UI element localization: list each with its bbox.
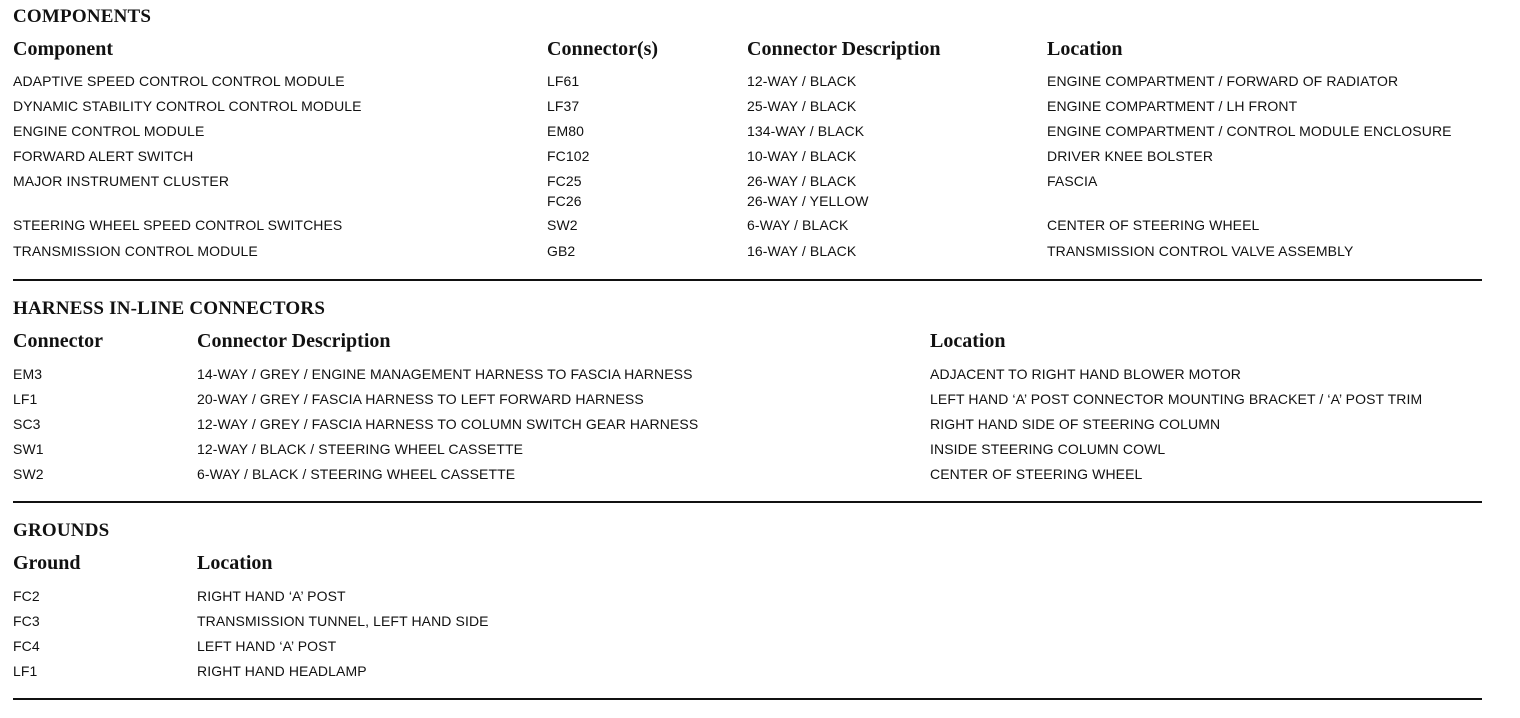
- component-connector: SW2: [547, 217, 578, 233]
- ground-location: RIGHT HAND ‘A’ POST: [197, 588, 346, 604]
- harness-header-location: Location: [930, 330, 1006, 352]
- ground-id: FC3: [13, 613, 40, 629]
- grounds-section-title: GROUNDS: [13, 520, 110, 541]
- harness-location: INSIDE STEERING COLUMN COWL: [930, 441, 1166, 457]
- component-connector-description: 25-WAY / BLACK: [747, 98, 857, 114]
- component-location: ENGINE COMPARTMENT / LH FRONT: [1047, 98, 1298, 114]
- ground-id: LF1: [13, 663, 38, 679]
- ground-location: TRANSMISSION TUNNEL, LEFT HAND SIDE: [197, 613, 489, 629]
- component-connector: FC102: [547, 148, 590, 164]
- component-name: ADAPTIVE SPEED CONTROL CONTROL MODULE: [13, 73, 345, 89]
- component-connector-description: 6-WAY / BLACK: [747, 217, 849, 233]
- component-location: DRIVER KNEE BOLSTER: [1047, 148, 1214, 164]
- components-section-title: COMPONENTS: [13, 6, 152, 27]
- harness-connector: SW2: [13, 466, 44, 482]
- component-name: DYNAMIC STABILITY CONTROL CONTROL MODULE: [13, 98, 362, 114]
- component-connector-description: 26-WAY / BLACK: [747, 173, 857, 189]
- section-divider: [13, 501, 1482, 503]
- harness-location: ADJACENT TO RIGHT HAND BLOWER MOTOR: [930, 366, 1242, 382]
- components-header-connectors: Connector(s): [547, 38, 659, 60]
- harness-connector: SW1: [13, 441, 44, 457]
- ground-id: FC2: [13, 588, 40, 604]
- ground-location: LEFT HAND ‘A’ POST: [197, 638, 337, 654]
- section-divider: [13, 279, 1482, 281]
- harness-connector-description: 6-WAY / BLACK / STEERING WHEEL CASSETTE: [197, 466, 516, 482]
- component-connector: FC26: [547, 193, 582, 209]
- component-connector: LF61: [547, 73, 580, 89]
- component-location: TRANSMISSION CONTROL VALVE ASSEMBLY: [1047, 243, 1354, 259]
- grounds-header-location: Location: [197, 552, 273, 574]
- component-connector-description: 26-WAY / YELLOW: [747, 193, 869, 209]
- harness-connector-description: 20-WAY / GREY / FASCIA HARNESS TO LEFT FORWARD HARNESS: [197, 391, 644, 407]
- harness-connector: EM3: [13, 366, 43, 382]
- harness-header-connector: Connector: [13, 330, 103, 352]
- harness-location: LEFT HAND ‘A’ POST CONNECTOR MOUNTING BRACKET / ‘A’ POST TRIM: [930, 391, 1423, 407]
- ground-id: FC4: [13, 638, 40, 654]
- component-location: ENGINE COMPARTMENT / FORWARD OF RADIATOR: [1047, 73, 1399, 89]
- component-name: TRANSMISSION CONTROL MODULE: [13, 243, 258, 259]
- components-header-connector-description: Connector Description: [747, 38, 941, 60]
- harness-location: RIGHT HAND SIDE OF STEERING COLUMN: [930, 416, 1221, 432]
- component-connector-description: 12-WAY / BLACK: [747, 73, 857, 89]
- component-name: FORWARD ALERT SWITCH: [13, 148, 194, 164]
- component-connector-description: 10-WAY / BLACK: [747, 148, 857, 164]
- harness-header-connector-description: Connector Description: [197, 330, 391, 352]
- components-header-location: Location: [1047, 38, 1123, 60]
- harness-connector-description: 12-WAY / BLACK / STEERING WHEEL CASSETTE: [197, 441, 524, 457]
- component-connector: LF37: [547, 98, 580, 114]
- ground-location: RIGHT HAND HEADLAMP: [197, 663, 367, 679]
- component-location: CENTER OF STEERING WHEEL: [1047, 217, 1260, 233]
- component-location: ENGINE COMPARTMENT / CONTROL MODULE ENCLOSURE: [1047, 123, 1452, 139]
- component-connector-description: 16-WAY / BLACK: [747, 243, 857, 259]
- components-header-component: Component: [13, 38, 114, 60]
- component-connector: FC25: [547, 173, 582, 189]
- component-connector: GB2: [547, 243, 576, 259]
- component-name: STEERING WHEEL SPEED CONTROL SWITCHES: [13, 217, 343, 233]
- section-divider: [13, 698, 1482, 700]
- component-location: FASCIA: [1047, 173, 1098, 189]
- component-connector-description: 134-WAY / BLACK: [747, 123, 865, 139]
- component-connector: EM80: [547, 123, 584, 139]
- harness-section-title: HARNESS IN-LINE CONNECTORS: [13, 298, 326, 319]
- harness-connector-description: 12-WAY / GREY / FASCIA HARNESS TO COLUMN SWITCH GEAR HARNESS: [197, 416, 699, 432]
- harness-connector: SC3: [13, 416, 41, 432]
- harness-connector: LF1: [13, 391, 38, 407]
- harness-location: CENTER OF STEERING WHEEL: [930, 466, 1143, 482]
- grounds-header-ground: Ground: [13, 552, 81, 574]
- component-name: MAJOR INSTRUMENT CLUSTER: [13, 173, 230, 189]
- component-name: ENGINE CONTROL MODULE: [13, 123, 205, 139]
- harness-connector-description: 14-WAY / GREY / ENGINE MANAGEMENT HARNESS TO FASCIA HARNESS: [197, 366, 693, 382]
